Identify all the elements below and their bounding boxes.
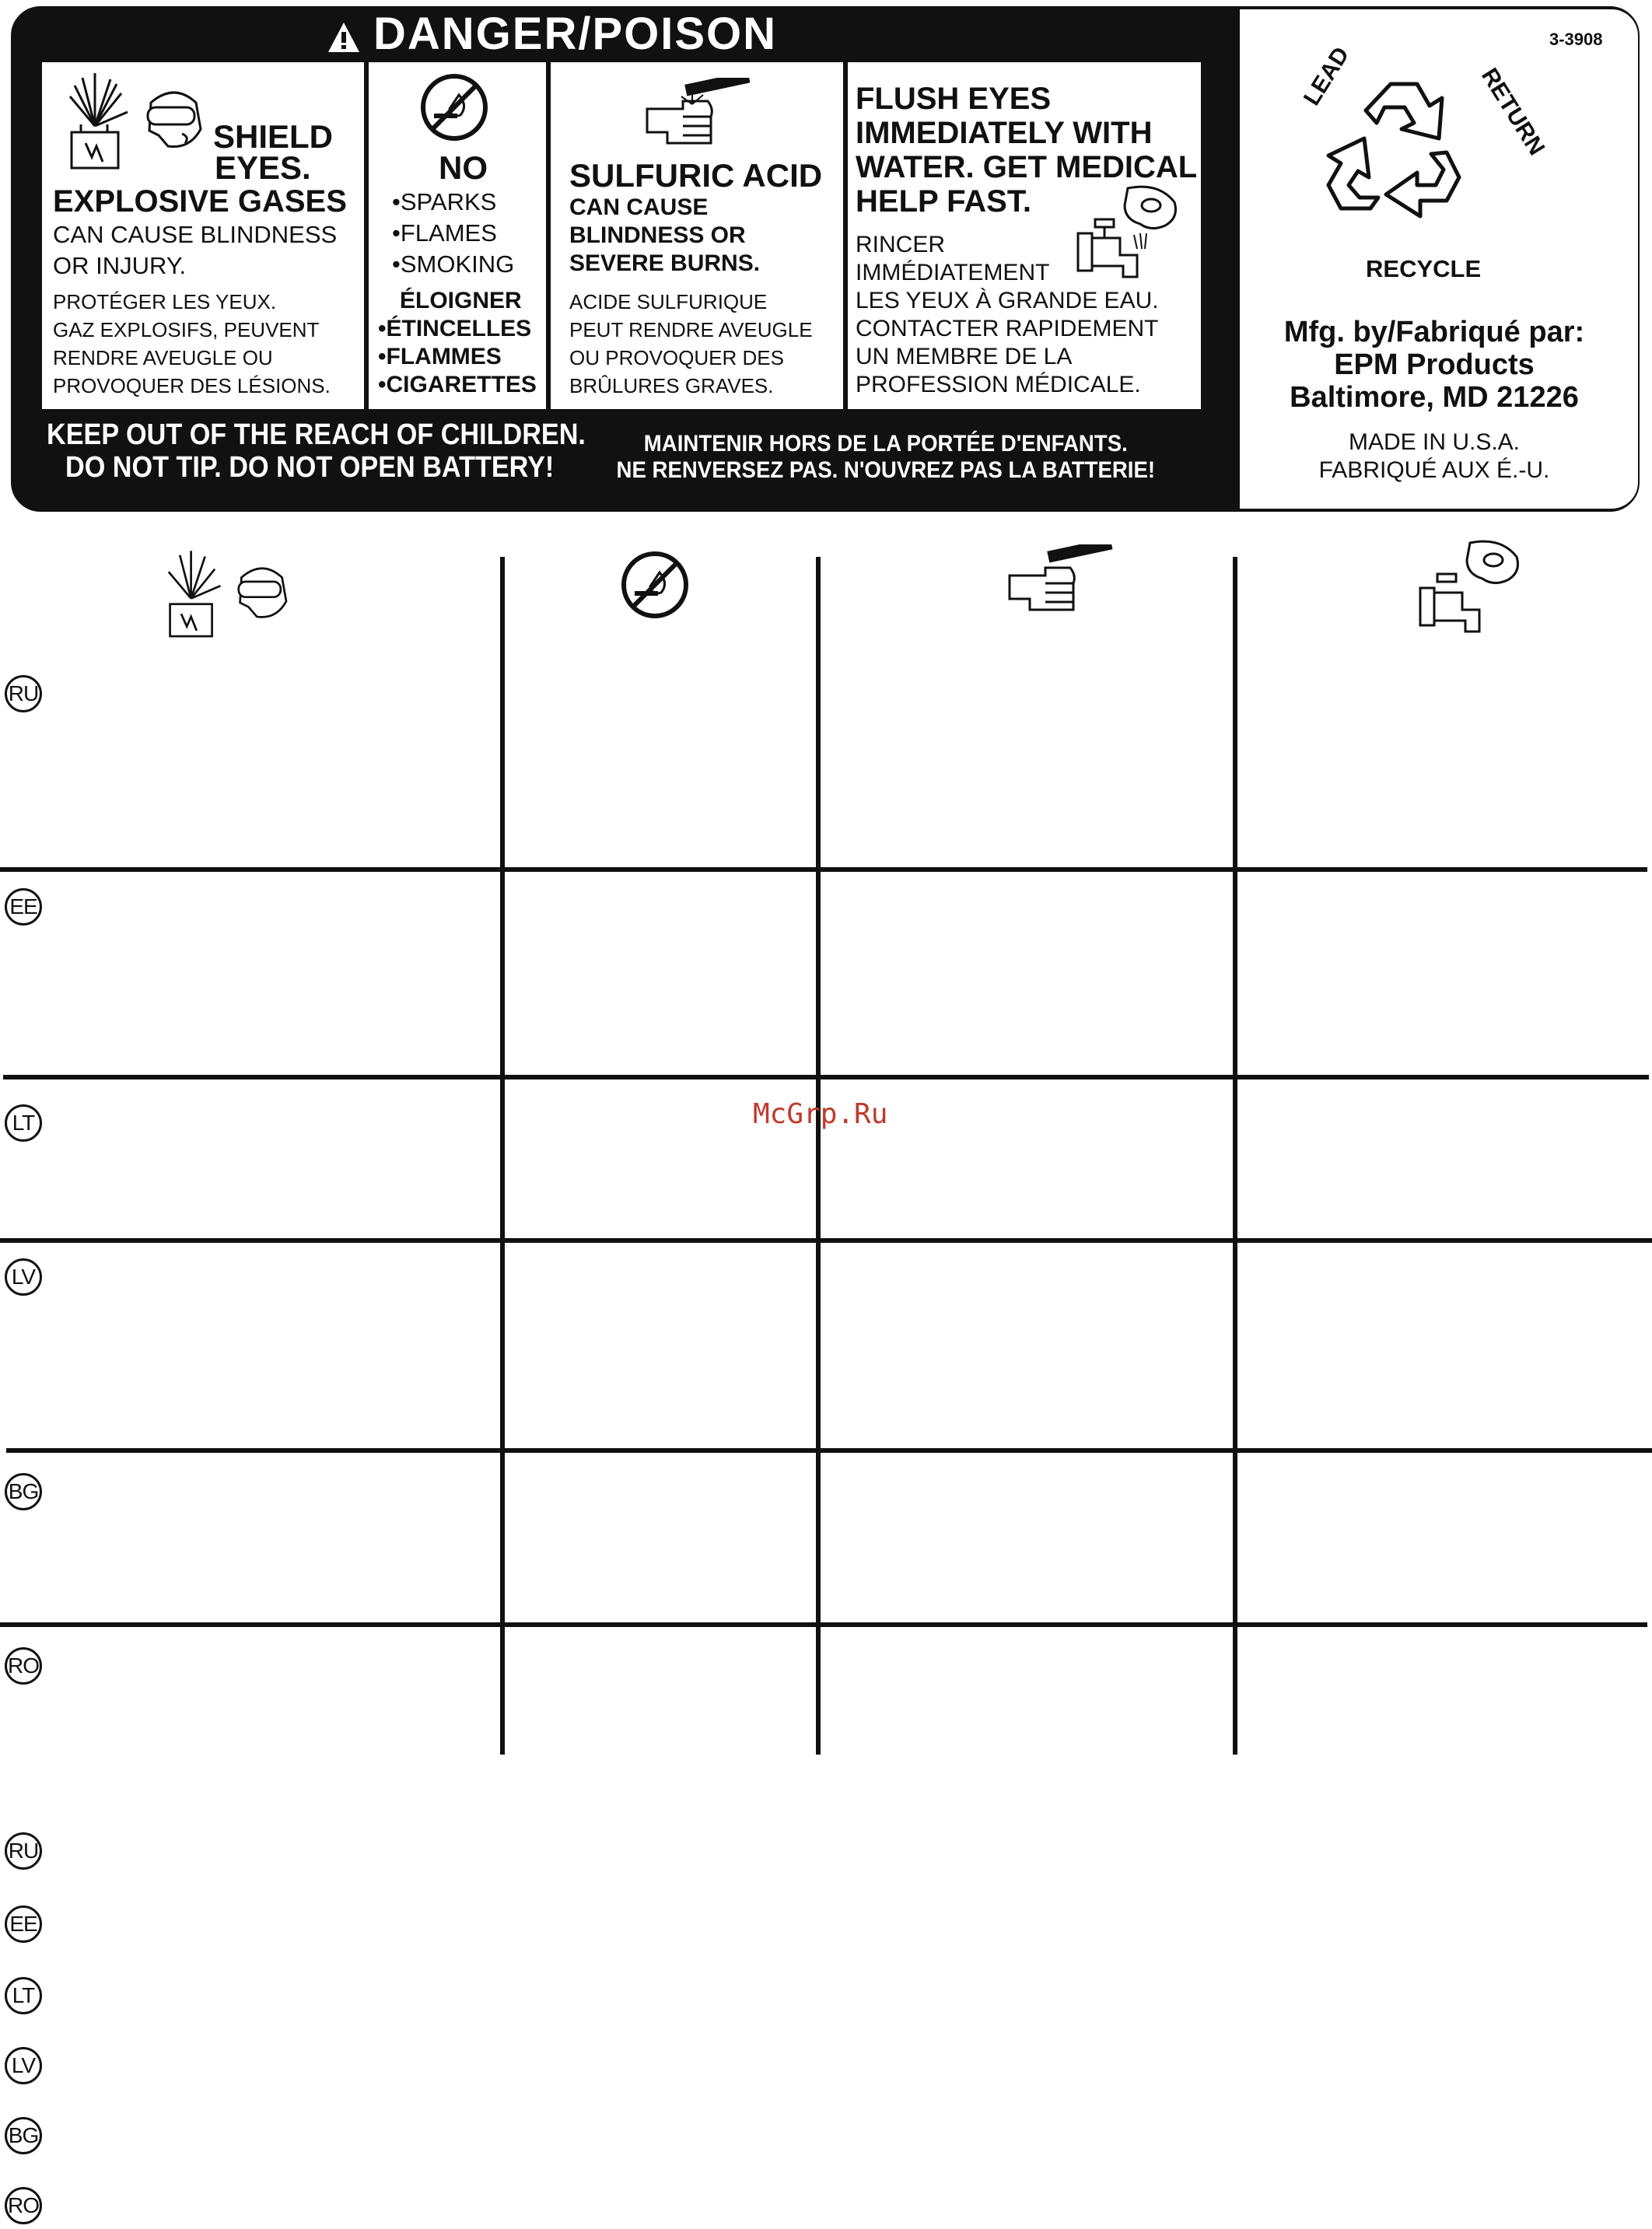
flush-en-line-3: WATER. GET MEDICAL [856,150,1198,184]
grid-row-divider [0,1238,1652,1243]
grid-column-divider [1233,557,1237,1755]
flush-fr-line-1: RINCER [856,232,946,257]
warning-fr-line-2: NE RENVERSEZ PAS. N'OUVREZ PAS LA BATTERIE! [616,457,1156,483]
label-title [327,11,887,58]
recycle-return-text: RETURN [1476,64,1550,160]
grid-column-divider [816,557,821,1755]
language-badge-bg: BG [5,1473,42,1510]
acid-fr-line-3: OU PROVOQUER DES [569,346,784,369]
grid-row-divider [6,1448,1652,1453]
no-flame-icon [619,549,691,621]
warning-triangle-icon [327,21,361,54]
shield-heading-2: EYES. [215,149,311,186]
warning-en-line-2: DO NOT TIP. DO NOT OPEN BATTERY! [65,451,555,484]
watermark: McGrp.Ru [753,1098,888,1130]
mfg-line-1: Mfg. by/Fabriqué par: [1283,316,1585,348]
mfg-line-2: EPM Products [1334,348,1535,381]
sulfuric-acid-panel [551,62,843,409]
grid-row-divider [3,1075,1649,1080]
acid-hand-icon [636,78,753,148]
no-item-sparks: •SPARKS [392,188,497,215]
warning-en-line-1: KEEP OUT OF THE REACH OF CHILDREN. [47,418,586,451]
no-flames-panel [369,62,546,409]
made-in-line-1: MADE IN U.S.A. [1348,429,1521,455]
language-badge-lt: LT [5,1104,42,1142]
footer-language-lt: LT [5,1977,42,2014]
flush-fr-line-5: UN MEMBRE DE LA [856,344,1073,369]
label-code: 3-3908 [1549,30,1603,49]
recycle-text: RECYCLE [1366,255,1482,282]
flush-fr-line-6: PROFESSION MÉDICALE. [856,372,1141,397]
made-in-line-2: FABRIQUÉ AUX É.-U. [1318,457,1550,483]
eloigner-heading: ÉLOIGNER [400,288,522,313]
shield-fr-line-4: PROVOQUER DES LÉSIONS. [53,374,331,397]
language-badge-lv: LV [5,1258,42,1296]
flush-en-line-4: HELP FAST. [856,184,1031,219]
shield-fr-line-3: RENDRE AVEUGLE OU [53,346,273,369]
acid-heading: SULFURIC ACID [569,157,823,194]
shield-fr-line-1: PROTÉGER LES YEUX. [53,290,277,313]
mfg-line-3: Baltimore, MD 21226 [1290,381,1579,414]
footer-language-ro: RO [5,2187,42,2224]
flush-eyes-panel [848,62,1201,409]
eye-wash-icon [1416,538,1532,639]
no-item-flammes: •FLAMMES [378,344,502,369]
footer-language-ee: EE [5,1905,42,1943]
acid-fr-line-4: BRÛLURES GRAVES. [569,374,774,397]
recycle-lead-text: LEAD [1299,42,1355,110]
footer-language-ru: RU [5,1832,42,1870]
explosive-gases-heading: EXPLOSIVE GASES [53,184,347,219]
flush-en-line-2: IMMEDIATELY WITH [856,116,1153,150]
shield-heading-1: SHIELD [213,118,334,155]
language-badge-ro: RO [5,1647,42,1685]
no-item-cigarettes: •CIGARETTES [378,372,537,397]
footer-language-lv: LV [5,2047,42,2084]
shield-en-line-1: CAN CAUSE BLINDNESS [53,221,338,248]
warning-fr-line-1: MAINTENIR HORS DE LA PORTÉE D'ENFANTS. [643,431,1128,457]
flush-en-line-1: FLUSH EYES [856,82,1052,116]
grid-column-divider [500,557,505,1755]
acid-fr-line-2: PEUT RENDRE AVEUGLE [569,318,813,341]
footer-language-bg: BG [5,2117,42,2154]
no-item-etincelles: •ÉTINCELLES [378,316,532,341]
label-title-text: DANGER/POISON [373,9,778,59]
shield-en-line-2: OR INJURY. [53,252,187,279]
acid-en-line-3: SEVERE BURNS. [569,250,761,276]
language-badge-ee: EE [5,888,42,926]
no-heading: NO [439,149,488,186]
no-flame-icon [418,72,490,143]
acid-en-line-1: CAN CAUSE [569,194,709,220]
acid-en-line-2: BLINDNESS OR [569,222,746,248]
no-item-smoking: •SMOKING [392,250,515,278]
grid-row-divider [0,867,1647,872]
no-item-flames: •FLAMES [392,219,497,247]
language-badge-ru: RU [5,675,42,712]
shield-fr-line-2: GAZ EXPLOSIFS, PEUVENT [53,318,320,341]
acid-hand-icon [999,544,1115,614]
acid-fr-line-1: ACIDE SULFURIQUE [569,290,768,313]
eye-wash-icon [1073,184,1190,285]
manufacturer-panel [1240,9,1638,509]
flush-fr-line-3: LES YEUX À GRANDE EAU. [856,288,1159,313]
flush-fr-line-4: CONTACTER RAPIDEMENT [856,316,1159,341]
flush-fr-line-2: IMMÉDIATEMENT [856,260,1050,285]
explosion-goggles-icon [160,544,300,646]
shield-eyes-panel [42,62,364,409]
grid-row-divider [0,1622,1647,1627]
explosion-goggles-icon [65,72,221,173]
